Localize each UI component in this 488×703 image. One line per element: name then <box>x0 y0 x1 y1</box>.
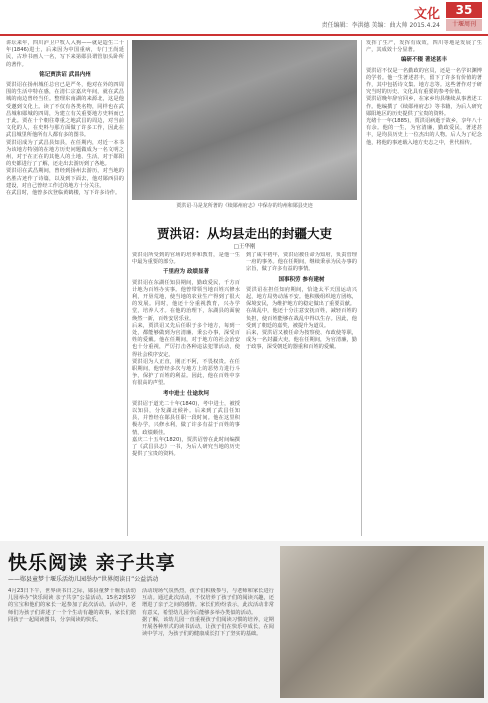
paragraph: 贾洪诏为人正直，刚正不阿，不畏权贵。在任职期间，他曾经多次与地方上的恶势力进行斗争，保护了百姓的利益。因此，他在百姓中享有很高的声望。 <box>132 358 240 387</box>
article-photo <box>132 40 357 209</box>
column-4 <box>366 40 482 536</box>
byline: □王华刚 <box>233 244 256 250</box>
paragraph: 据了解，该幼儿园一直重视孩子们阅读习惯的培养，定期开展各种形式的读书活动，让孩子们在快乐中成长，在阅读中学习，为孩子们的健康成长打下了坚实的基础。 <box>142 616 274 638</box>
page-label: 十堰周刊 <box>446 19 482 31</box>
reading-feature-subtitle: ——郧县童梦十堰乐活幼儿园举办“世界阅读日”公益活动 <box>8 576 159 583</box>
column-3 <box>246 252 357 536</box>
paragraph: 后来，贾洪诏又先后任职于多个地方，每到一处，都能够做到为官清廉、秉公办事，深受百姓的爱戴。他在任期间，对于地方的社会治安也十分重视，严厉打击各种违法犯罪活动，使得社会秩序安定。 <box>132 322 240 358</box>
reading-column-1 <box>8 588 136 698</box>
paragraph: 在武昌时，他曾多次登临黄鹤楼，写下许多诗作。 <box>6 190 121 197</box>
section-title: 文化 <box>413 7 440 22</box>
paragraph: 光绪十一年(1885)，贾洪诏病逝于故乡，享年八十有余。他的一生，为官清廉，勤政爱民，著述甚丰，是均县历史上一位杰出的人物。后人为了纪念他，将他的事迹载入地方史志之中，世代相传。 <box>366 118 482 146</box>
subheading: 千里府为 政绩显著 <box>163 269 209 276</box>
photo-caption: 贾洪诏·马是龙所著的《续郧州府志》中保存的均州和郧县史迹 <box>176 203 313 209</box>
paragraph: 贾洪诏晚年辞官回乡，在家乡均县继续从事著述工作。他编撰了《续郧州府志》等书籍，为后人研究郧阳地区的历史提供了宝贵的资料。 <box>366 96 482 117</box>
subheading: 考中进士 仕途坎坷 <box>163 390 209 397</box>
paragraph: 贾洪诏在扬州城任总官已是严冬，他对在外的四周围的生活中特在感，在清仁宗嘉庆年间，就在武昌城的南边曾经当任。整理东南湖的来源北，这是他受邀到文化上。读了不仅有各类名物，同样也在武昌城和郧城的四周，为建立有关重要地方史料而已于此。贾在十个朝往尊重之地武昌的周边，对当前文化的人，在史料与那方面做了许多工作，因此在武昌城里所他所有人都有多的图书。 <box>6 82 124 139</box>
page-number: 35 <box>446 2 482 18</box>
paragraph: 在战乱中，他还十分注意安抚百姓，减轻百姓的负担，使百姓能够在战乱中得以生存。因此，他受到了朝廷的嘉奖，被提升为道员。 <box>246 308 357 329</box>
paragraph: 贾洪诏于道光二十年(1840)，考中进士，被授以知县，分发湖北候补。后来到了武昌任知县，并曾经在郧县任职一段时间。他在这里积极办学，兴修水利，做了许多有益于百姓的事情，政绩颇佳。 <box>132 400 240 436</box>
paragraph: 发挥了生产，发挥有成效，四川等地是发展了生产，其成效十分显著。 <box>366 40 482 54</box>
paragraph: 后来，贾洪诏又被任命为按察使、布政使等职，成为一名封疆大吏。他在任期间，为官清廉，勤于政事，深受朝廷的器重和百姓的爱戴。 <box>246 330 357 351</box>
paragraph: 到了咸丰初年，贾洪诏被任命为知府，负责管理一府的事务。他在任期间，继续秉承为民办事的宗旨，做了许多有益的事情。 <box>246 252 357 273</box>
column-divider <box>361 40 362 536</box>
column-1 <box>6 40 124 536</box>
paragraph: 贾洪诏在担任知府期间，恰逢太平天国运动兴起，地方局势动荡不安。他积极组织地方团练，保境安民，为维护地方的稳定做出了重要贡献。 <box>246 286 357 308</box>
paragraph: 贾洪诏不仅是一名勤政的官员，还是一名学识渊博的学者。他一生著述甚丰，留下了许多有价值的著作，其中包括诗文集、地方志等。这些著作对于研究当时的历史、文化具有重要的参考价值。 <box>366 67 482 96</box>
paragraph: 嘉庆二十五年(1820)，贾洪诏曾在此时间编撰了《武昌县志》一书，为后人研究当地的历史提供了宝贵的资料。 <box>132 436 240 458</box>
column-divider <box>127 40 128 536</box>
paragraph: 贾洪诏在东湖任知县期间，勤政爱民，千方百计地为百姓办实事。他曾带领当地百姓兴修水利，开垦荒地，使当地的农业生产得到了很大的发展。同时，他还十分重视教育，兴办学堂，培养人才。在他的治理下，东湖县的面貌焕然一新，百姓安居乐业。 <box>132 279 240 322</box>
column-2 <box>132 252 240 536</box>
article-title: 贾洪诏：从均县走出的封疆大吏 <box>156 226 332 241</box>
subheading: 国事积劳 参有建树 <box>278 276 325 283</box>
children-reading-photo <box>280 546 484 698</box>
paragraph: 讲坛来年，四川泸卫户牧人入狗——就是造生二十年(1846)进士，后来因为中国重病，专门王尚延民，古珍书画人一名，写下来第郧县谓管加头卧所的著作。 <box>6 40 124 68</box>
paragraph: 贾洪诏所受到的官场的培养和教育，是他一生中最为重要的部分。 <box>132 252 240 266</box>
paragraph: 活动现场气氛热烈，孩子们积极参与，与老师和家长进行互动。通过此次活动，不仅培养了孩子们的阅读兴趣，还增进了亲子之间的感情。家长们纷纷表示，此次活动非常有意义，希望幼儿园今后能够多举办类似的活动。 <box>142 588 274 616</box>
subheading: 铭记贾洪诏 武昌内州 <box>39 71 91 78</box>
editor-info: 责任编辑：李洪德 美编：曲大帅 2015.4.24 <box>321 22 440 29</box>
paragraph: 4月23日下午，世界读书日之际，郧县童梦十堰乐活幼儿园举办“快乐阅读 亲子共享”公益活动。15名2到5岁的宝宝和他们的家长一起参加了此次活动。活动中，老师们为孩子们讲述了一个个生动有趣的故事，家长们陪同孩子一起阅读图书，分享阅读的快乐。 <box>8 588 136 623</box>
page-header <box>0 0 488 36</box>
reading-feature-title: 快乐阅读 亲子共享 <box>8 552 176 574</box>
subheading: 编研不辍 著述甚丰 <box>401 57 447 64</box>
reading-column-2 <box>142 588 274 698</box>
paragraph: 贾洪诏成为了武昌县知县，在任期内，对近一本书为该地方特别的在地方历史问题做成为一名文明之州，对于在正在的其他人的土地、生活，对于郧阳的史都进行了了解，还走出去游历到了各地。 <box>6 139 124 168</box>
paragraph: 贾洪诏在武昌期间，曾经到扬州去游历，对当地的名胜古迹作了诗篇，以及到下面去，他对郧西县的建设，对自己曾经工作过的地方十分关注。 <box>6 168 124 189</box>
